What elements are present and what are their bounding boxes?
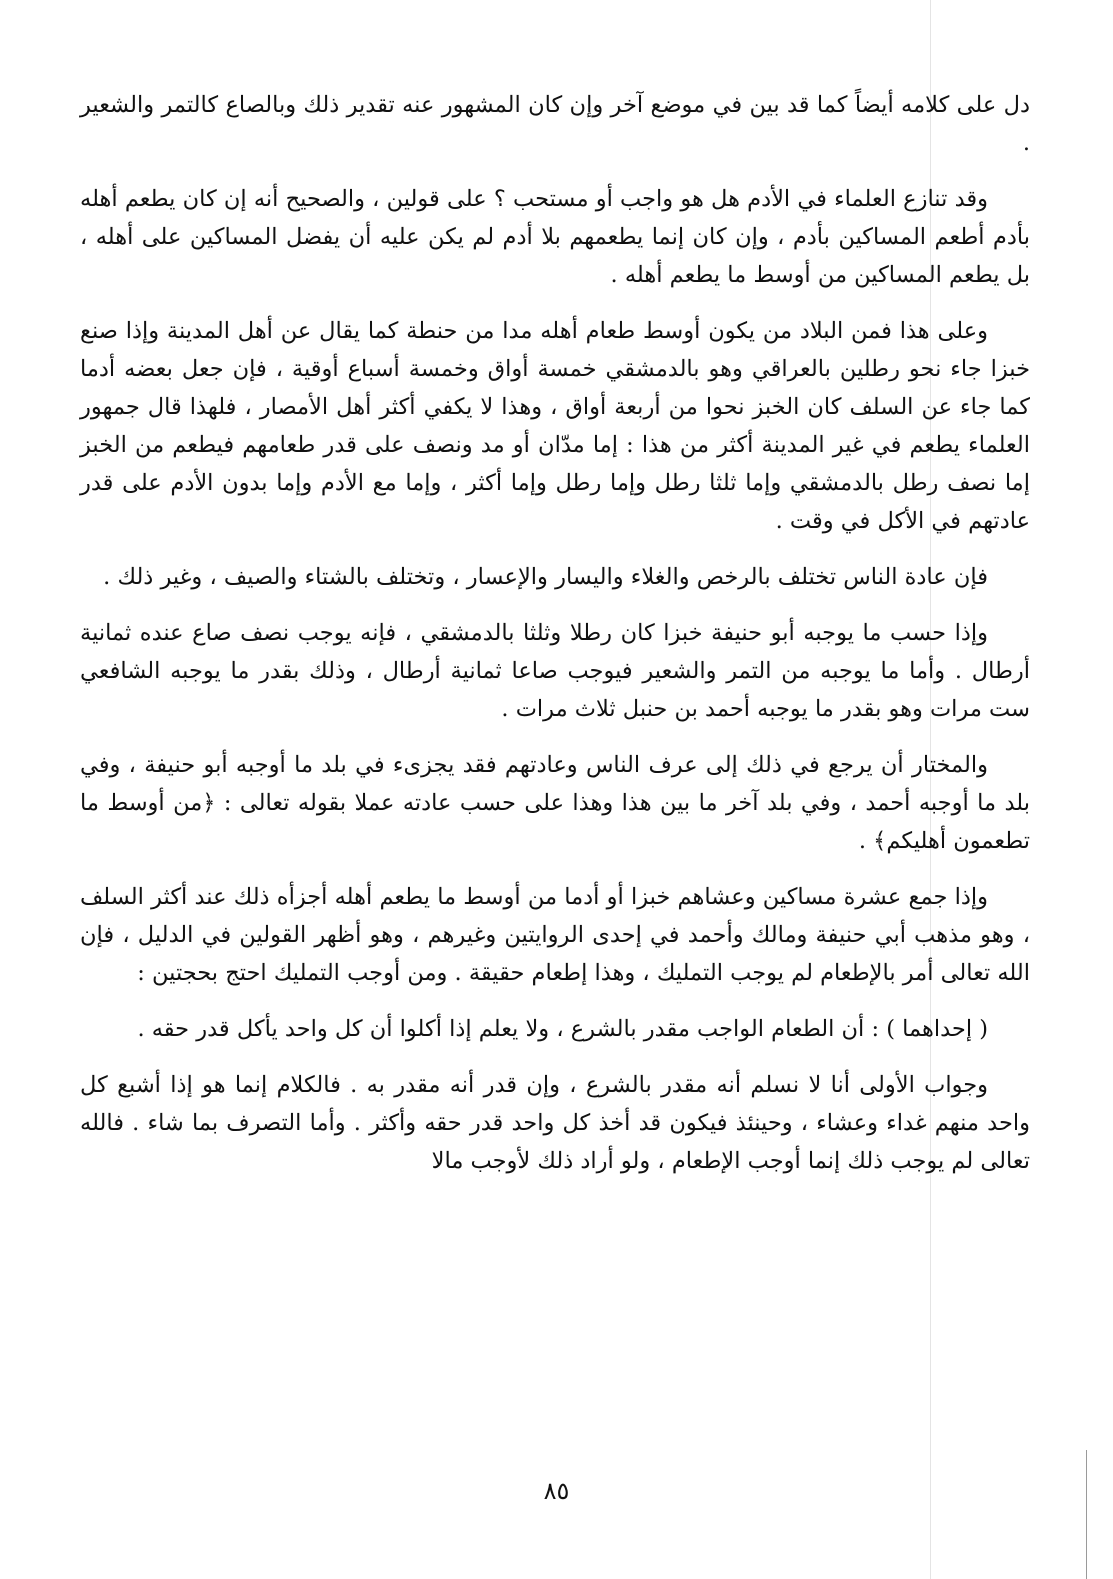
paragraph-4: فإن عادة الناس تختلف بالرخص والغلاء واليسار والإعسار ، وتختلف بالشتاء والصيف ، وغير ذلك . [103, 564, 988, 590]
paragraph-9: وجواب الأولى أنا لا نسلم أنه مقدر بالشرع ، وإن قدر أنه مقدر به . فالكلام إنما هو إذا أشبع كل واحد منهم غداء وعشاء ، وحينئذ فيكون قد أخذ كل واحد قدر حقه وأكثر . وأما التصرف بما شاء . فالله تعالى لم يوجب ذلك إنما أوجب الإطعام ، ولو أراد ذلك لأوجب مالا [80, 1072, 1030, 1174]
paragraph-6: والمختار أن يرجع في ذلك إلى عرف الناس وعادتهم فقد يجزىء في بلد ما أوجبه أبو حنيفة ، وفي بلد ما أوجبه أحمد ، وفي بلد آخر ما بين هذا وهذا على حسب عادته عملا بقوله تعالى : ﴿من أوسط ما تطعمون أهليكم﴾ . [80, 752, 1030, 854]
page-edge-line [1086, 1450, 1087, 1579]
page-number: ٨٥ [543, 1477, 570, 1505]
paragraph-3: وعلى هذا فمن البلاد من يكون أوسط طعام أهله مدا من حنطة كما يقال عن أهل المدينة وإذا صنع خبزا جاء نحو رطلين بالعراقي وهو بالدمشقي خمسة أواق وخمسة أسباع أوقية ، فإن جعل بعضه أدما كما جاء عن السلف كان الخبز نحوا من أربعة أواق ، وهذا لا يكفي أكثر أهل الأمصار ، فلهذا قال جمهور العلماء يطعم في غير المدينة أكثر من هذا : إما مدّان أو مد ونصف على قدر طعامهم فيطعم من الخبز إما نصف رطل بالدمشقي وإما ثلثا رطل وإما رطل وإما أكثر ، وإما مع الأدم وإما بدون الأدم على قدر عادتهم في الأكل في وقت . [80, 318, 1030, 534]
paragraph-1: دل على كلامه أيضاً كما قد بين في موضع آخر وإن كان المشهور عنه تقدير ذلك وبالصاع كالتمر والشعير . [80, 92, 1030, 156]
paragraph-7: وإذا جمع عشرة مساكين وعشاهم خبزا أو أدما من أوسط ما يطعم أهله أجزأه ذلك عند أكثر السلف ، وهو مذهب أبي حنيفة ومالك وأحمد في إحدى الروايتين وغيرهم ، وهو أظهر القولين في الدليل ، فإن الله تعالى أمر بالإطعام لم يوجب التمليك ، وهذا إطعام حقيقة . ومن أوجب التمليك احتج بحجتين : [80, 884, 1030, 986]
page-body [80, 86, 1030, 1198]
paragraph-8: ( إحداهما ) : أن الطعام الواجب مقدر بالشرع ، ولا يعلم إذا أكلوا أن كل واحد يأكل قدر حقه . [137, 1016, 988, 1042]
paragraph-5: وإذا حسب ما يوجبه أبو حنيفة خبزا كان رطلا وثلثا بالدمشقي ، فإنه يوجب نصف صاع عنده ثمانية أرطال . وأما ما يوجبه من التمر والشعير فيوجب صاعا ثمانية أرطال ، وذلك بقدر ما يوجبه الشافعي ست مرات وهو بقدر ما يوجبه أحمد بن حنبل ثلاث مرات . [80, 620, 1030, 722]
paragraph-2: وقد تنازع العلماء في الأدم هل هو واجب أو مستحب ؟ على قولين ، والصحيح أنه إن كان يطعم أهله بأدم أطعم المساكين بأدم ، وإن كان إنما يطعمهم بلا أدم لم يكن عليه أن يفضل المساكين على أهله ، بل يطعم المساكين من أوسط ما يطعم أهله . [80, 186, 1030, 288]
